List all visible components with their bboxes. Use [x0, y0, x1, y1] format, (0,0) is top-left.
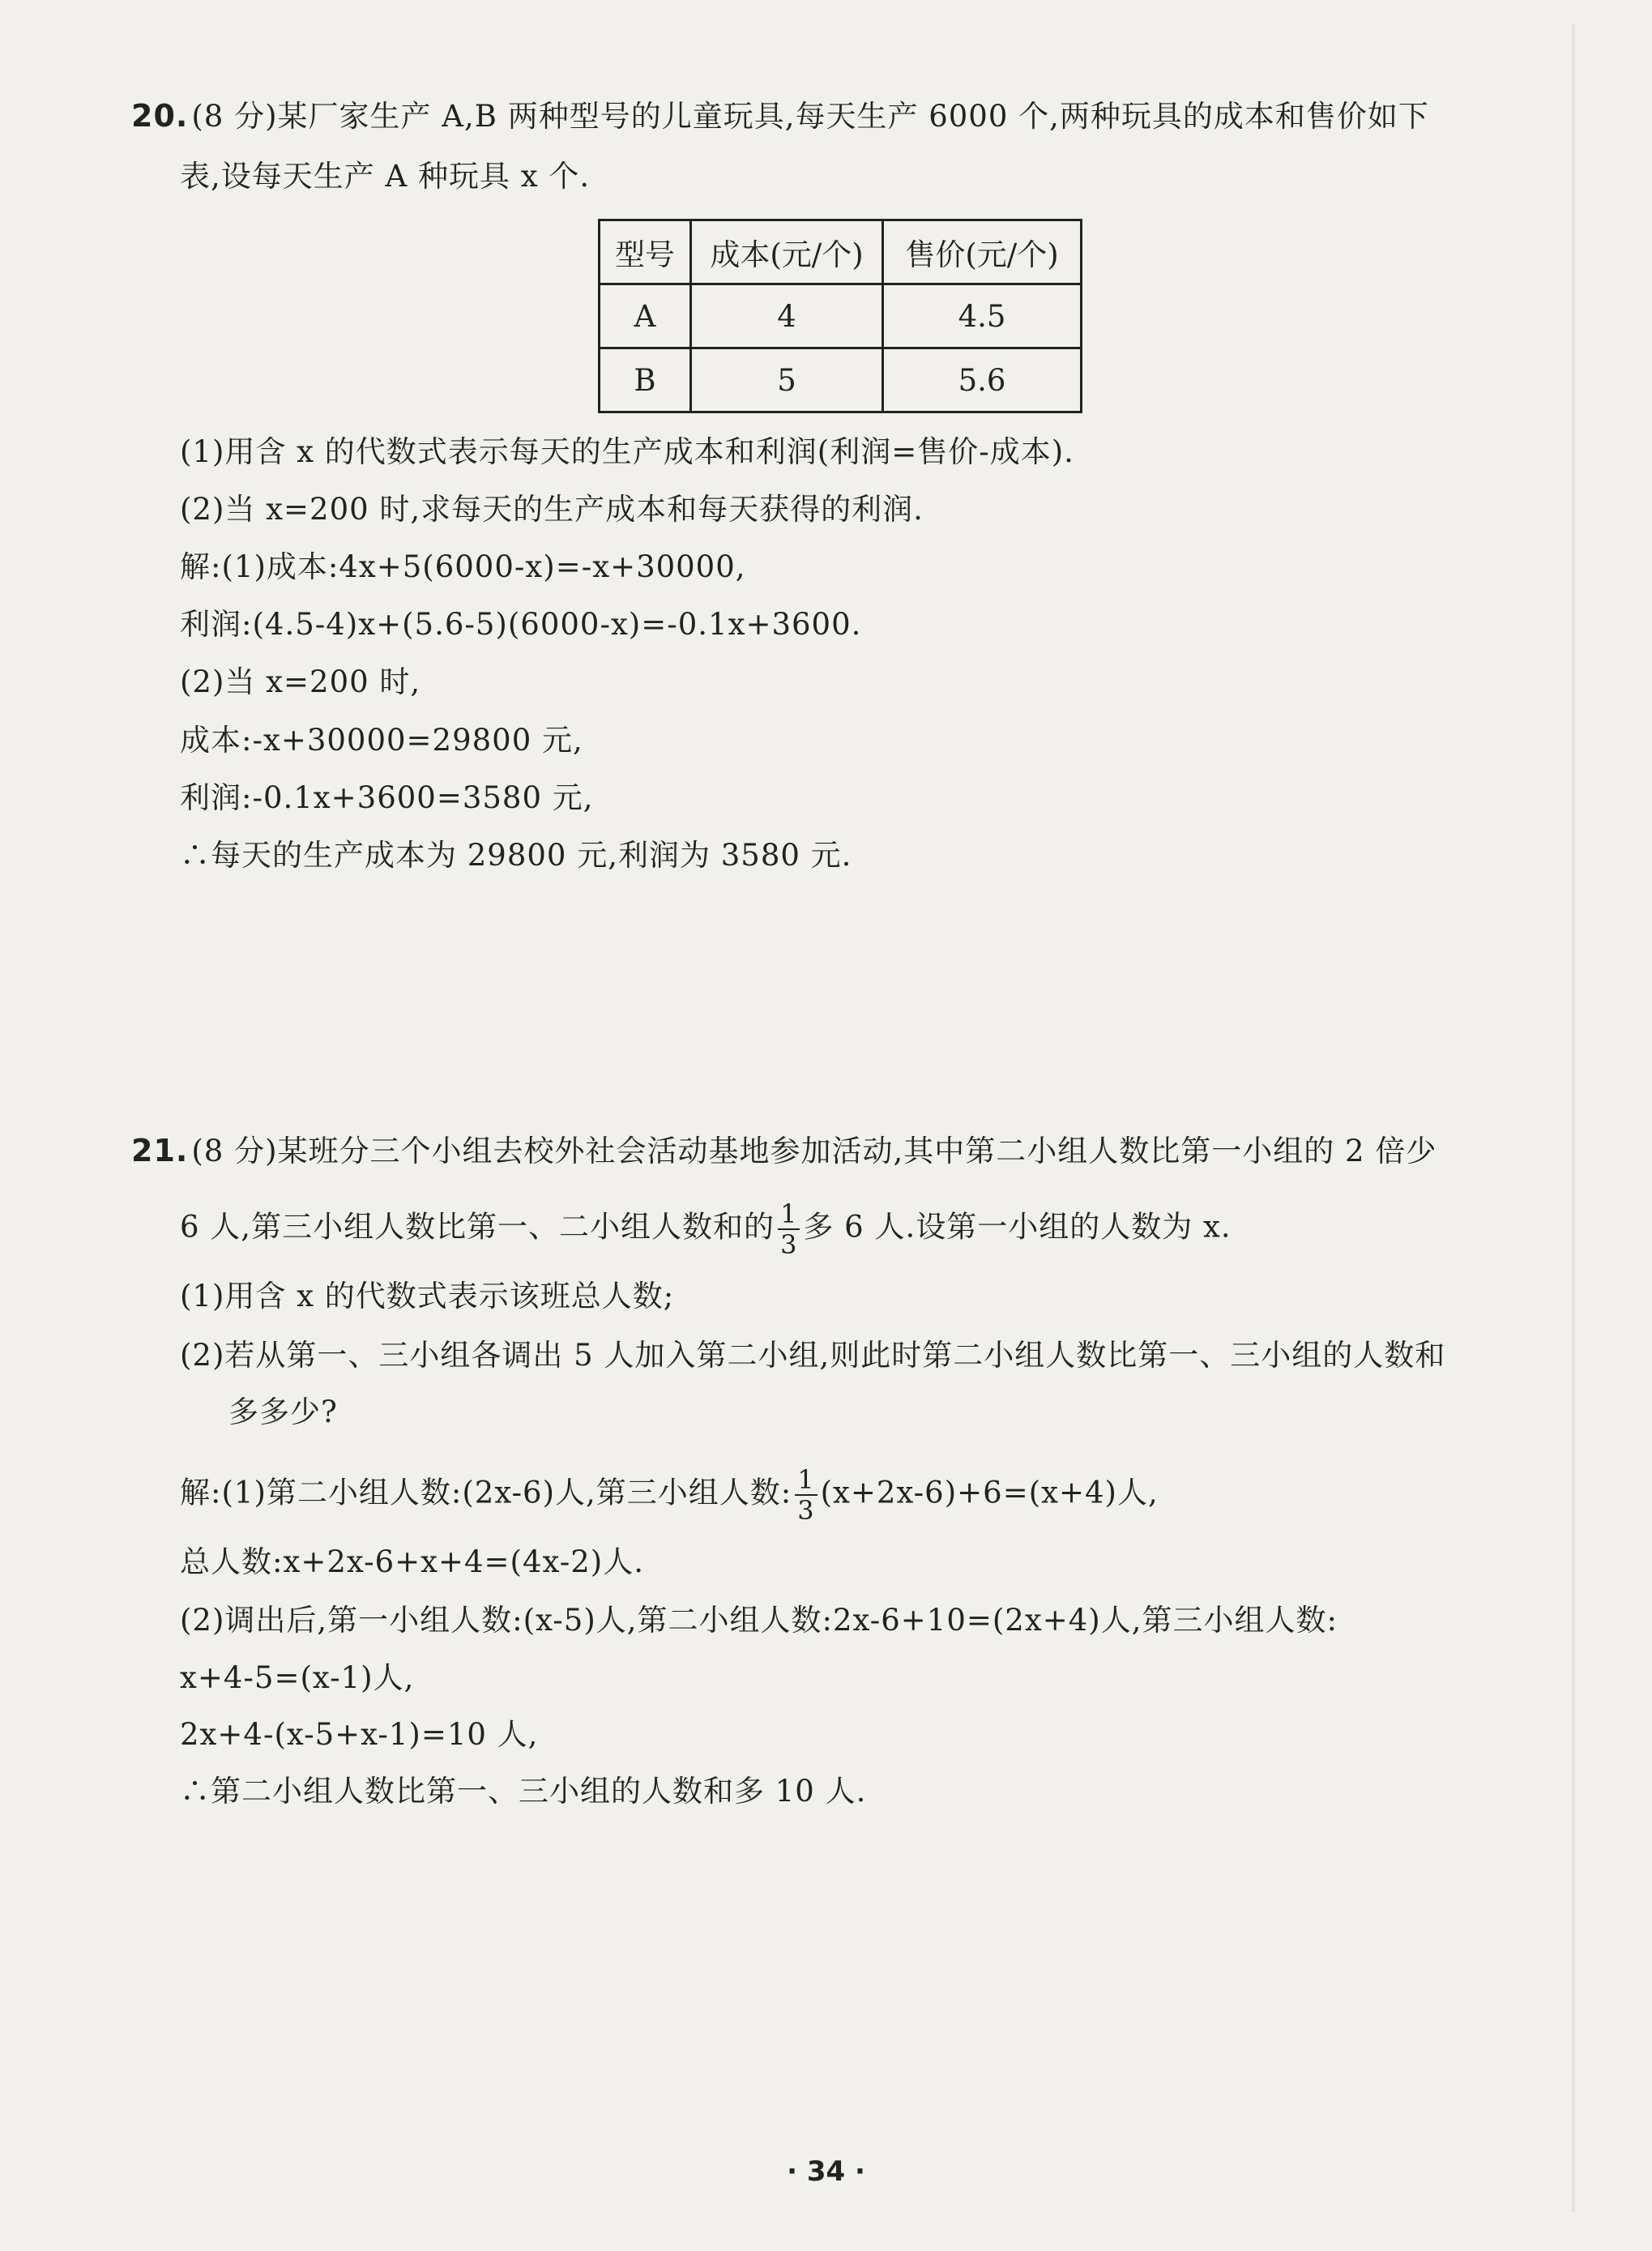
q20-price-table — [598, 219, 1082, 413]
q21-stem-line2 — [180, 1199, 1232, 1259]
q20-solution-line: 解:(1)成本:4x+5(6000-x)=-x+30000, — [180, 549, 746, 584]
q20-stem-line2: 表,设每天生产 A 种玩具 x 个. — [180, 159, 591, 194]
q21-sub2-line2: 多多少? — [228, 1395, 338, 1429]
q21-number: 21. — [131, 1133, 189, 1168]
table-cell: 5.6 — [883, 348, 1082, 412]
q20-sub2: (2)当 x=200 时,求每天的生产成本和每天获得的利润. — [180, 492, 924, 527]
table-cell: 4.5 — [883, 284, 1082, 348]
q21-solution-line: ∴第二小组人数比第一、三小组的人数和多 10 人. — [180, 1774, 867, 1809]
table-header-row — [600, 220, 1082, 284]
page-number: · 34 · — [787, 2155, 865, 2188]
q20-solution-line: 利润:-0.1x+3600=3580 元, — [180, 780, 594, 815]
q20-solution-line: ∴每天的生产成本为 29800 元,利润为 3580 元. — [180, 838, 852, 873]
fraction-denominator: 3 — [780, 1229, 798, 1260]
q20-solution-line: (2)当 x=200 时, — [180, 664, 421, 699]
q21-sub1: (1)用含 x 的代数式表示该班总人数; — [180, 1279, 675, 1313]
q21-solution-line: 2x+4-(x-5+x-1)=10 人, — [180, 1717, 539, 1752]
page-edge-shadow — [1572, 24, 1575, 2212]
table-cell: 5 — [691, 348, 883, 412]
q21-stem-text2-pre: 6 人,第三小组人数比第一、二小组人数和的 — [180, 1209, 775, 1245]
table-header-cell: 成本(元/个) — [691, 220, 883, 284]
q21-sub2-line1: (2)若从第一、三小组各调出 5 人加入第二小组,则此时第二小组人数比第一、三小组的人数和 — [180, 1338, 1446, 1373]
q21-solution-line: x+4-5=(x-1)人, — [180, 1660, 415, 1695]
q21-solution-line: (2)调出后,第一小组人数:(x-5)人,第二小组人数:2x-6+10=(2x+4)人,第三小组人数: — [180, 1603, 1338, 1638]
fraction-one-third — [778, 1199, 800, 1259]
table-row — [600, 348, 1082, 412]
fraction-denominator: 3 — [797, 1495, 815, 1526]
q20-stem-line1 — [131, 96, 1429, 137]
q21-solution-line: 总人数:x+2x-6+x+4=(4x-2)人. — [180, 1544, 644, 1579]
fraction-one-third — [795, 1465, 817, 1525]
q20-sub1: (1)用含 x 的代数式表示每天的生产成本和利润(利润=售价-成本). — [180, 434, 1074, 469]
q20-solution-line: 成本:-x+30000=29800 元, — [180, 723, 583, 758]
fraction-numerator: 1 — [795, 1465, 817, 1496]
q21-stem-text1: (8 分)某班分三个小组去校外社会活动基地参加活动,其中第二小组人数比第一小组的 2 倍少 — [191, 1134, 1437, 1168]
q21-solution-line1 — [180, 1465, 1159, 1525]
table-cell: A — [600, 284, 691, 348]
q21-stem-text2-post: 多 6 人.设第一小组的人数为 x. — [803, 1209, 1232, 1245]
q21-solution-text-pre: 解:(1)第二小组人数:(2x-6)人,第三小组人数: — [180, 1475, 792, 1510]
q20-solution-line: 利润:(4.5-4)x+(5.6-5)(6000-x)=-0.1x+3600. — [180, 607, 862, 642]
q21-stem-line1 — [131, 1130, 1436, 1172]
table-cell: 4 — [691, 284, 883, 348]
table-row — [600, 284, 1082, 348]
table-cell: B — [600, 348, 691, 412]
table-header-cell: 售价(元/个) — [883, 220, 1082, 284]
fraction-numerator: 1 — [778, 1199, 800, 1230]
q21-solution-text-post: (x+2x-6)+6=(x+4)人, — [820, 1475, 1159, 1510]
table-header-cell: 型号 — [600, 220, 691, 284]
q20-stem-text1: (8 分)某厂家生产 A,B 两种型号的儿童玩具,每天生产 6000 个,两种玩具的成本和售价如下 — [191, 99, 1429, 134]
q20-number: 20. — [131, 98, 189, 134]
